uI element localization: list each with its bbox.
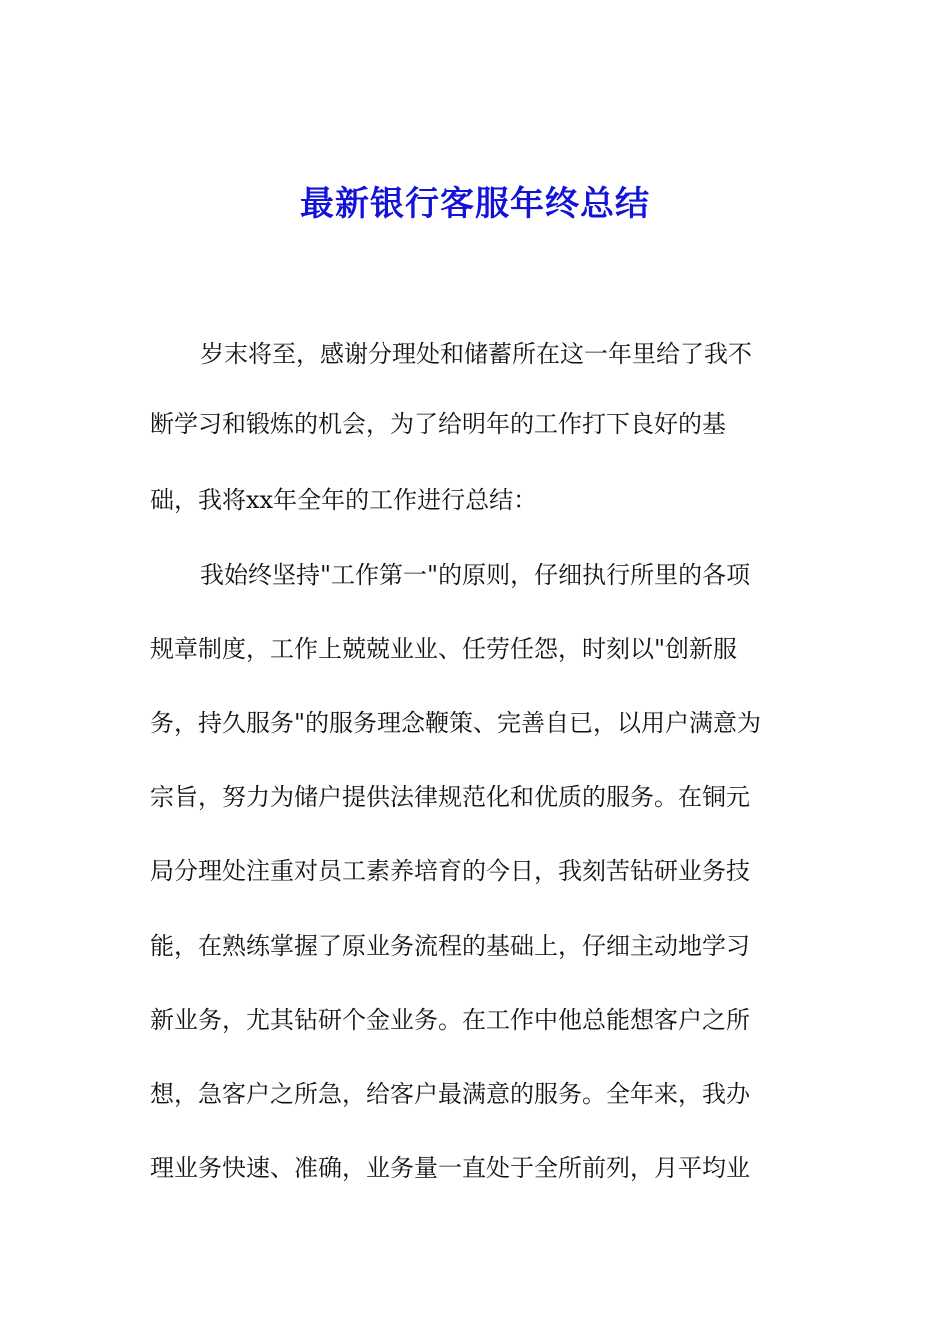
paragraph-2-line-8: 想，急客户之所急，给客户最满意的服务。全年来，我办 xyxy=(150,1080,750,1108)
paragraph-2-line-4: 宗旨，努力为储户提供法律规范化和优质的服务。在铜元 xyxy=(150,783,750,811)
paragraph-1-line-1: 岁末将至，感谢分理处和储蓄所在这一年里给了我不 xyxy=(200,340,752,368)
paragraph-2-line-9: 理业务快速、准确，业务量一直处于全所前列，月平均业 xyxy=(150,1154,750,1182)
paragraph-2-line-5: 局分理处注重对员工素养培育的今日，我刻苦钻研业务技 xyxy=(150,857,750,885)
paragraph-1-line-3: 础，我将xx年全年的工作进行总结： xyxy=(150,486,538,514)
paragraph-2-line-2: 规章制度，工作上兢兢业业、任劳任怨，时刻以"创新服 xyxy=(150,635,738,663)
paragraph-2-line-3: 务，持久服务"的服务理念鞭策、完善自已，以用户满意为 xyxy=(150,709,762,737)
paragraph-1-line-2: 断学习和锻炼的机会，为了给明年的工作打下良好的基 xyxy=(150,410,726,438)
paragraph-2-line-6: 能，在熟练掌握了原业务流程的基础上，仔细主动地学习 xyxy=(150,932,750,960)
paragraph-2-line-1: 我始终坚持"工作第一"的原则，仔细执行所里的各项 xyxy=(200,561,751,589)
paragraph-2-line-7: 新业务，尤其钻研个金业务。在工作中他总能想客户之所 xyxy=(150,1006,750,1034)
document-title: 最新银行客服年终总结 xyxy=(300,184,650,224)
